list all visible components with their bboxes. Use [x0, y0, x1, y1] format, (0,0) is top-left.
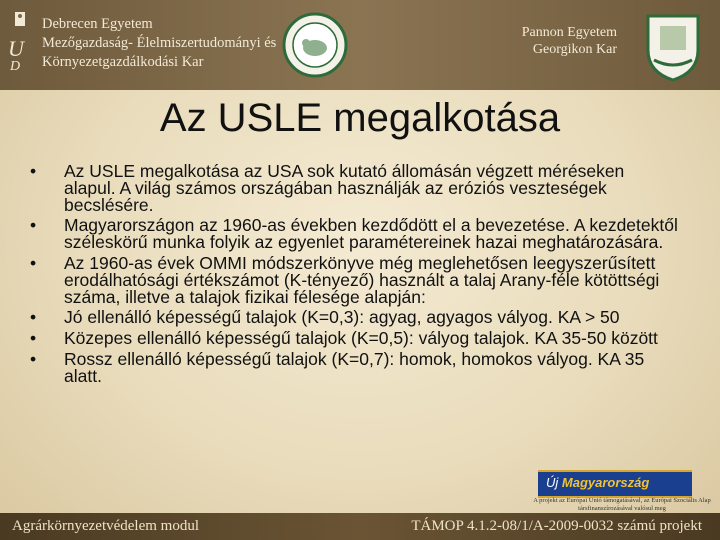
bullet-marker: •: [30, 252, 37, 273]
bullet-text: Rossz ellenálló képességű talajok (K=0,7): homok, homokos vályog. KA 35 alatt.: [64, 348, 645, 386]
bullet-item: [30, 330, 680, 347]
bullet-text: Az USLE megalkotása az USA sok kutató állomásán végzett méréseken alapul. A világ számos országában használják az eróziós veszteségek becslésére.: [64, 161, 625, 215]
bullet-marker: •: [30, 161, 37, 181]
bullet-marker: •: [30, 348, 37, 369]
bullet-marker: •: [30, 215, 37, 236]
bullet-item: [30, 348, 680, 386]
bullet-item: [30, 252, 680, 307]
university-left-name: [42, 15, 276, 72]
uj-magyarorszag-logo: [538, 470, 692, 498]
faculty-seal-icon: [282, 12, 348, 78]
footer-bar: [0, 513, 720, 540]
university-left-line: Debrecen Egyetem: [42, 16, 153, 32]
bullet-marker: •: [30, 307, 37, 328]
university-right-name: [505, 24, 617, 58]
university-left-line: Mezőgazdaság- Élelmiszertudományi és: [42, 35, 277, 51]
bullet-text: Az 1960-as évek OMMI módszerkönyve még meglehetősen leegyszerűsített erodálhatósági értékszámot (K-tényező) használt a talaj Arany-féle kötöttségi száma, illetve a talajok fizikai félesége alapján:: [64, 252, 660, 307]
slide-title: Az USLE megalkotása: [159, 96, 561, 140]
logo-name: Magyarország: [561, 475, 650, 490]
university-right-line: Georgikon Kar: [532, 42, 617, 57]
svg-text:U: U: [8, 36, 24, 61]
bullet-list: [30, 163, 680, 389]
bullet-item: [30, 217, 680, 251]
bullet-marker: •: [30, 328, 37, 349]
bullet-text: Közepes ellenálló képességű talajok (K=0,5): vályog talajok. KA 35-50 között: [64, 328, 658, 349]
bullet-item: [30, 163, 680, 213]
debrecen-university-logo: [6, 10, 34, 72]
bullet-item: [30, 309, 680, 326]
footer-project-id: TÁMOP 4.1.2-08/1/A-2009-0032 számú projekt: [411, 518, 702, 534]
university-right-line: Pannon Egyetem: [521, 25, 617, 40]
eu-support-note: A projekt az Európai Unió támogatásával, az Európai Szociális Alap társfinanszírozásával valósul meg: [533, 497, 711, 512]
university-left-line: Környezetgazdálkodási Kar: [42, 54, 204, 70]
uj-magyarorszag-text: [546, 475, 649, 490]
georgikon-shield-icon: [640, 10, 706, 82]
bullet-text: Jó ellenálló képességű talajok (K=0,3): agyag, agyagos vályog. KA > 50: [64, 307, 620, 328]
bullet-text: Magyarországon az 1960-as években kezdődött el a bevezetése. A kezdetektől széleskörű munka folyik az egyenlet paramétereinek hazai meghatározására.: [64, 215, 678, 253]
logo-prefix: Új: [546, 475, 559, 490]
footer-module-name: Agrárkörnyezetvédelem modul: [12, 518, 200, 534]
svg-text:D: D: [10, 59, 21, 72]
header-banner: [0, 0, 720, 90]
